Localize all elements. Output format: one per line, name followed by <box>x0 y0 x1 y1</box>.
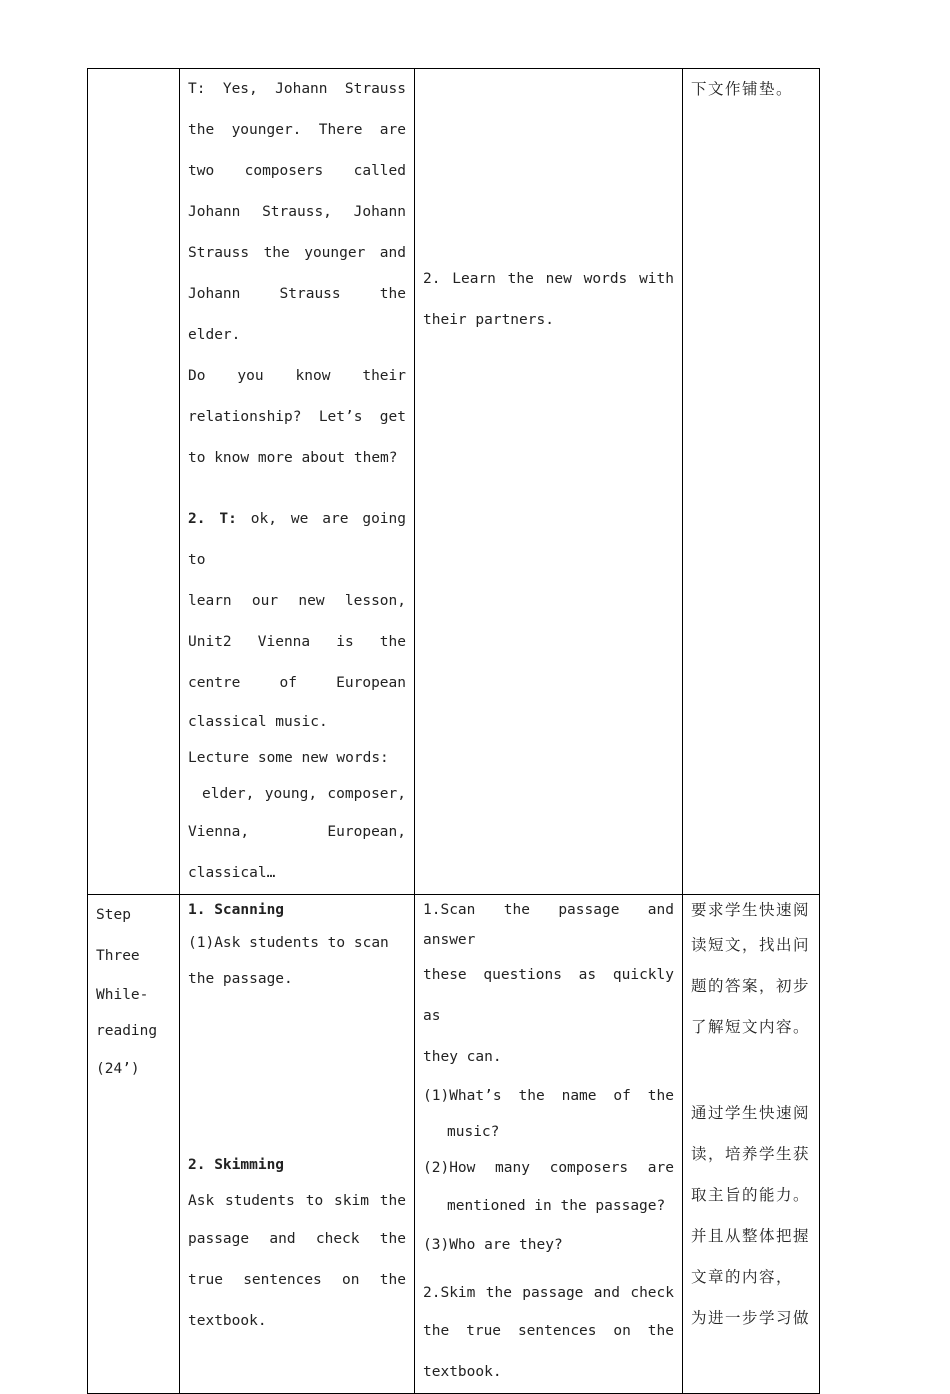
step-cell <box>88 69 180 895</box>
text-line: T: Yes, Johann Strauss <box>188 81 406 97</box>
text-line: 并且从整体把握 <box>691 1227 811 1245</box>
lecture-line: Lecture some new words: <box>188 750 389 766</box>
t2-first-line: ok, we are going to <box>188 511 406 568</box>
question-line: music? <box>447 1124 500 1140</box>
text-line: Johann Strauss, Johann <box>188 204 406 220</box>
question-line: (3)Who are they? <box>423 1237 563 1253</box>
table-row <box>88 895 820 1394</box>
text-line: true sentences on the <box>188 1272 406 1288</box>
question-line: (2)How many composers are <box>423 1160 674 1176</box>
text-line: Vienna, European, <box>188 824 406 840</box>
text-line: the younger. There are <box>188 122 406 138</box>
t2-label: 2. T: <box>188 511 237 527</box>
text-line: 取主旨的能力。 <box>691 1186 811 1204</box>
skimming-title: 2. Skimming <box>188 1157 285 1173</box>
text-line: Strauss the younger and <box>188 245 406 261</box>
text-line: 通过学生快速阅 <box>691 1104 811 1122</box>
text-line: 文章的内容， <box>691 1268 794 1286</box>
question-line: (1)What’s the name of the <box>423 1088 674 1104</box>
text-line: 要求学生快速阅 <box>691 901 811 919</box>
text-line: Do you know their <box>188 368 406 384</box>
text-line: (24’) <box>96 1061 140 1077</box>
text-line: two composers called <box>188 163 406 179</box>
text-line: classical… <box>188 865 276 881</box>
teacher-activity-cell <box>180 895 415 1394</box>
table-row <box>88 69 820 895</box>
text-line: the true sentences on the <box>423 1323 674 1339</box>
lesson-plan-table <box>87 68 820 1394</box>
text-line: they can. <box>423 1049 502 1065</box>
text-line: 1.Scan the passage and answer <box>423 902 674 948</box>
text-line: classical music. <box>188 714 328 730</box>
text-line: Johann Strauss the elder. <box>188 286 406 343</box>
text-line: elder, young, composer, <box>202 786 406 802</box>
text-line: 2.Skim the passage and check <box>423 1285 674 1301</box>
text-line: 2. Learn the new words with <box>423 271 674 287</box>
text-line: 了解短文内容。 <box>691 1018 811 1036</box>
text-line: these questions as quickly as <box>423 967 674 1024</box>
student-activity-cell <box>415 895 683 1394</box>
text-line: textbook. <box>423 1364 502 1380</box>
text-line: learn our new lesson, <box>188 593 406 609</box>
text-line: textbook. <box>188 1313 267 1329</box>
teacher-activity-cell <box>180 69 415 895</box>
text-line: 读短文，找出问 <box>691 936 811 954</box>
text-line: Three <box>96 948 140 964</box>
question-line: mentioned in the passage? <box>447 1198 666 1214</box>
text-line: 下文作铺垫。 <box>691 80 794 98</box>
text-line: relationship? Let’s get <box>188 409 406 425</box>
purpose-cell <box>683 895 820 1394</box>
text-line: 读，培养学生获 <box>691 1145 811 1163</box>
step-cell <box>88 895 180 1394</box>
text-line <box>188 499 406 581</box>
text-line: the passage. <box>188 971 293 987</box>
text-line: (1)Ask students to scan <box>188 935 389 951</box>
student-activity-cell <box>415 69 683 895</box>
text-line: centre of European <box>188 675 406 691</box>
text-line: Step <box>96 907 131 923</box>
text-line: Ask students to skim the <box>188 1193 406 1209</box>
text-line: their partners. <box>423 312 554 328</box>
scanning-title: 1. Scanning <box>188 902 285 918</box>
text-line: 题的答案，初步 <box>691 977 811 995</box>
text-line: passage and check the <box>188 1231 406 1247</box>
purpose-cell <box>683 69 820 895</box>
text-line: 为进一步学习做 <box>691 1309 811 1327</box>
text-line: to know more about them? <box>188 450 398 466</box>
text-line: reading <box>96 1023 158 1039</box>
text-line: Unit2 Vienna is the <box>188 634 406 650</box>
text-line: While- <box>96 987 149 1003</box>
